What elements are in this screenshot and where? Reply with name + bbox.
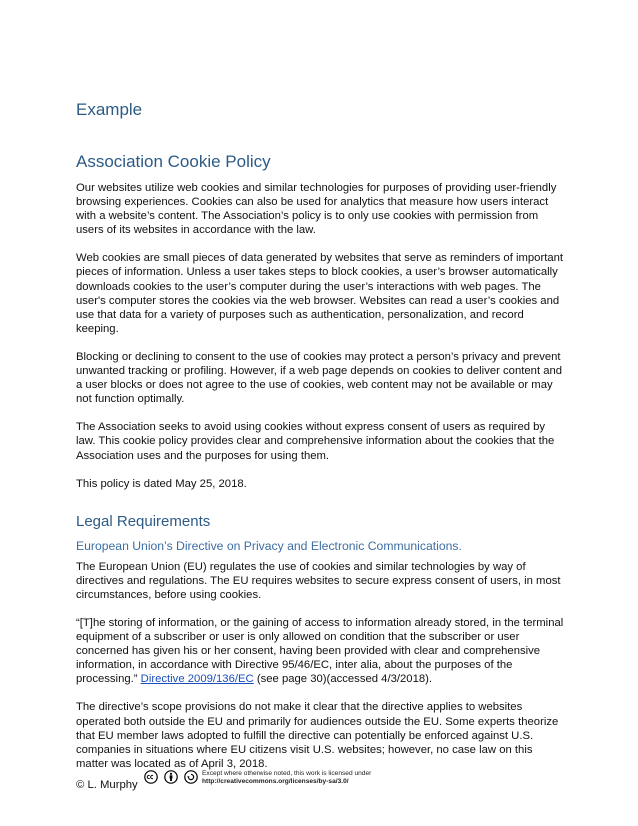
footer (76, 770, 406, 796)
heading-eu-directive: European Union’s Directive on Privacy and Electronic Communications. (76, 538, 462, 553)
footer-author: © L. Murphy (76, 779, 138, 791)
license-url[interactable]: http://creativecommons.org/licenses/by-sa/3.0/ (202, 778, 349, 785)
eu-quote-text: “[T]he storing of information, or the gaining of access to information already stored, in the terminal equipment of a subscriber or user is only allowed on condition that the subscriber or user concerned has given his or her consent, having been provided with clear and comprehensive information, in accordance with Directive 95/46/EC, inter alia, about the purposes of the processing.” (76, 616, 564, 686)
cc-license-badges (144, 770, 200, 788)
sa-sharealike-icon (184, 770, 198, 784)
heading-legal-requirements: Legal Requirements (76, 512, 211, 530)
document-body (76, 96, 566, 771)
policy-paragraph-1: Our websites utilize web cookies and similar technologies for purposes of providing user-friendly browsing experiences. Cookies can also be used for analytics that measure how users interact with a website’s content. The Association’s policy is to only use cookies with permission from users of its websites in accordance with the law. (76, 182, 557, 237)
by-attribution-icon (164, 770, 178, 784)
heading-example: Example (76, 100, 143, 119)
policy-paragraph-2: Web cookies are small pieces of data generated by websites that serve as reminders of important pieces of information. Unless a user takes steps to block cookies, a user’s browser automatically downloads cookies to the user’s computer during the user’s interactions with web pages. The user's computer stores the cookies via the web browser. Websites can read a user’s cookies and use that data for a variety of purposes such as authentication, personalization, and record keeping. (76, 252, 564, 335)
policy-date: This policy is dated May 25, 2018. (76, 477, 247, 490)
policy-paragraph-4: The Association seeks to avoid using cookies without express consent of users as required by law. This cookie policy provides clear and comprehensive information about the cookies that the Association uses and the purposes for using them. (76, 421, 555, 462)
eu-quote-citation: (see page 30)(accessed 4/3/2018). (253, 673, 433, 686)
eu-paragraph-1: The European Union (EU) regulates the use of cookies and similar technologies by way of directives and regulations. The EU requires websites to secure express consent of users, in most circumstances, before using cookies. (76, 560, 561, 601)
eu-paragraph-3: The directive’s scope provisions do not make it clear that the directive applies to websites operated both outside the EU and primarily for audiences outside the EU. Some experts theorize that EU member laws adopted to fulfill the directive can potentially be enforced against U.S. companies in situations where EU citizens visit U.S. websites; however, no case law on this matter was located as of April 3, 2018. (76, 701, 559, 770)
license-notice (202, 770, 371, 786)
heading-policy: Association Cookie Policy (76, 152, 271, 171)
cc-icon (144, 770, 158, 784)
eu-quote-paragraph (76, 616, 566, 686)
policy-paragraph-3: Blocking or declining to consent to the use of cookies may protect a person’s privacy and prevent unwanted tracking or profiling. However, if a web page depends on cookies to deliver content and a user blocks or does not agree to the use of cookies, web content may not be available or may not function optimally. (76, 350, 563, 406)
directive-link[interactable]: Directive 2009/136/EC (140, 673, 254, 686)
license-line: Except where otherwise noted, this work is licensed under (202, 770, 372, 777)
